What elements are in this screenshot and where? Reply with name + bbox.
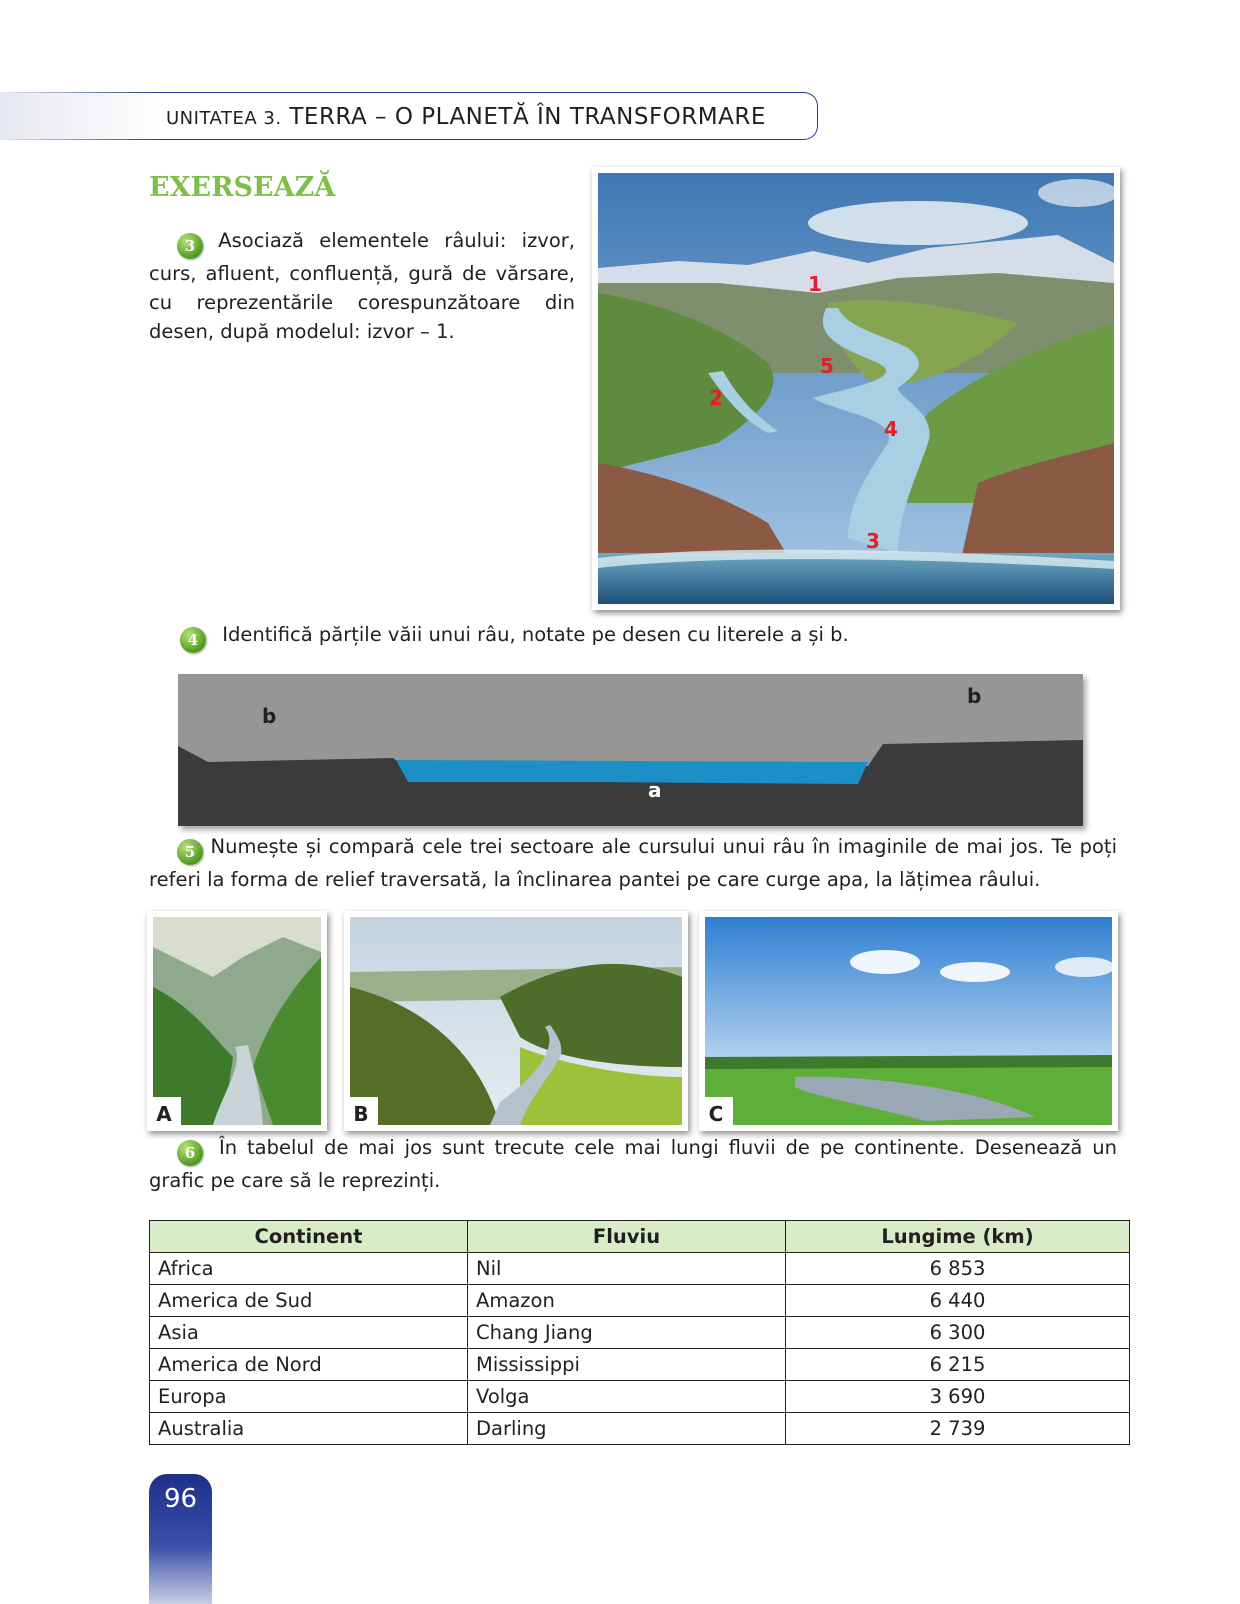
table-row — [150, 1317, 1130, 1349]
cell-continent: Australia — [150, 1413, 468, 1445]
cell-river: Volga — [468, 1381, 786, 1413]
column-header-length: Lungime (km) — [786, 1221, 1130, 1253]
cell-river: Mississippi — [468, 1349, 786, 1381]
photo-label-b: B — [344, 1097, 378, 1131]
exercise-5-text: Numește și compară cele trei sectoare ale cursului unui râu în imaginile de mai jos. Te poți referi la forma de relief traversată, la înclinarea pantei pe care curge apa, la lățimea râului. — [149, 835, 1117, 891]
unit-label: UNITATEA 3. — [166, 108, 282, 129]
photo-lower-course — [699, 911, 1118, 1131]
landscape-marker-4: 4 — [884, 417, 898, 441]
section-title: EXERSEAZĂ — [149, 172, 336, 203]
cell-continent: Africa — [150, 1253, 468, 1285]
cell-length: 2 739 — [786, 1413, 1130, 1445]
exercise-3 — [149, 226, 575, 346]
unit-header — [166, 104, 766, 130]
cell-river: Amazon — [468, 1285, 786, 1317]
longest-rivers-table — [149, 1220, 1130, 1445]
header-shade — [0, 92, 160, 140]
exercise-number-badge: 5 — [177, 839, 203, 865]
column-header-river: Fluviu — [468, 1221, 786, 1253]
table-row — [150, 1285, 1130, 1317]
landscape-marker-2: 2 — [709, 386, 723, 410]
cell-continent: America de Sud — [150, 1285, 468, 1317]
cell-continent: Asia — [150, 1317, 468, 1349]
cell-river: Chang Jiang — [468, 1317, 786, 1349]
exercise-6 — [149, 1133, 1117, 1195]
photo-upper-course — [147, 911, 327, 1131]
cell-length: 6 215 — [786, 1349, 1130, 1381]
landscape-marker-1: 1 — [808, 272, 822, 296]
exercise-4-text: Identifică părțile văii unui râu, notate pe desen cu literele a și b. — [222, 623, 849, 646]
valley-label-slope-right: b — [967, 684, 982, 708]
photo-middle-course-image — [350, 917, 682, 1125]
exercise-5 — [149, 832, 1117, 894]
photo-lower-course-image — [705, 917, 1112, 1125]
photo-label-c: C — [699, 1097, 733, 1131]
cell-length: 3 690 — [786, 1381, 1130, 1413]
cell-length: 6 440 — [786, 1285, 1130, 1317]
cell-length: 6 300 — [786, 1317, 1130, 1349]
exercise-number-badge: 6 — [177, 1140, 203, 1166]
exercise-3-text: Asociază elementele râului: izvor, curs, afluent, confluență, gură de vărsare, cu reprezentările corespunzătoare din desen, după modelul: izvor – 1. — [149, 229, 575, 343]
page-number: 96 — [163, 1484, 198, 1514]
cell-continent: America de Nord — [150, 1349, 468, 1381]
river-landscape-illustration — [592, 167, 1120, 610]
exercise-number-badge: 3 — [177, 233, 203, 259]
valley-label-bed: a — [648, 778, 662, 802]
exercise-6-text: În tabelul de mai jos sunt trecute cele mai lungi fluvii de pe continente. Desenează un grafic pe care să le reprezinți. — [149, 1136, 1117, 1192]
exercise-number-badge: 4 — [180, 627, 206, 653]
exercise-4 — [180, 620, 1140, 653]
unit-title: TERRA – O PLANETĂ ÎN TRANSFORMARE — [289, 104, 766, 130]
river-landscape-drawing — [598, 173, 1114, 604]
photo-middle-course — [344, 911, 688, 1131]
landscape-marker-3: 3 — [866, 529, 880, 553]
cell-river: Darling — [468, 1413, 786, 1445]
valley-diagram — [178, 674, 1098, 836]
table-row — [150, 1349, 1130, 1381]
cell-continent: Europa — [150, 1381, 468, 1413]
landscape-marker-5: 5 — [820, 354, 834, 378]
cell-river: Nil — [468, 1253, 786, 1285]
column-header-continent: Continent — [150, 1221, 468, 1253]
photo-upper-course-image — [153, 917, 321, 1125]
table-row — [150, 1381, 1130, 1413]
cell-length: 6 853 — [786, 1253, 1130, 1285]
valley-cross-section — [178, 674, 1098, 836]
valley-label-slope-left: b — [262, 704, 277, 728]
table-header-row — [150, 1221, 1130, 1253]
photo-label-a: A — [147, 1097, 181, 1131]
table-row — [150, 1253, 1130, 1285]
table-row — [150, 1413, 1130, 1445]
